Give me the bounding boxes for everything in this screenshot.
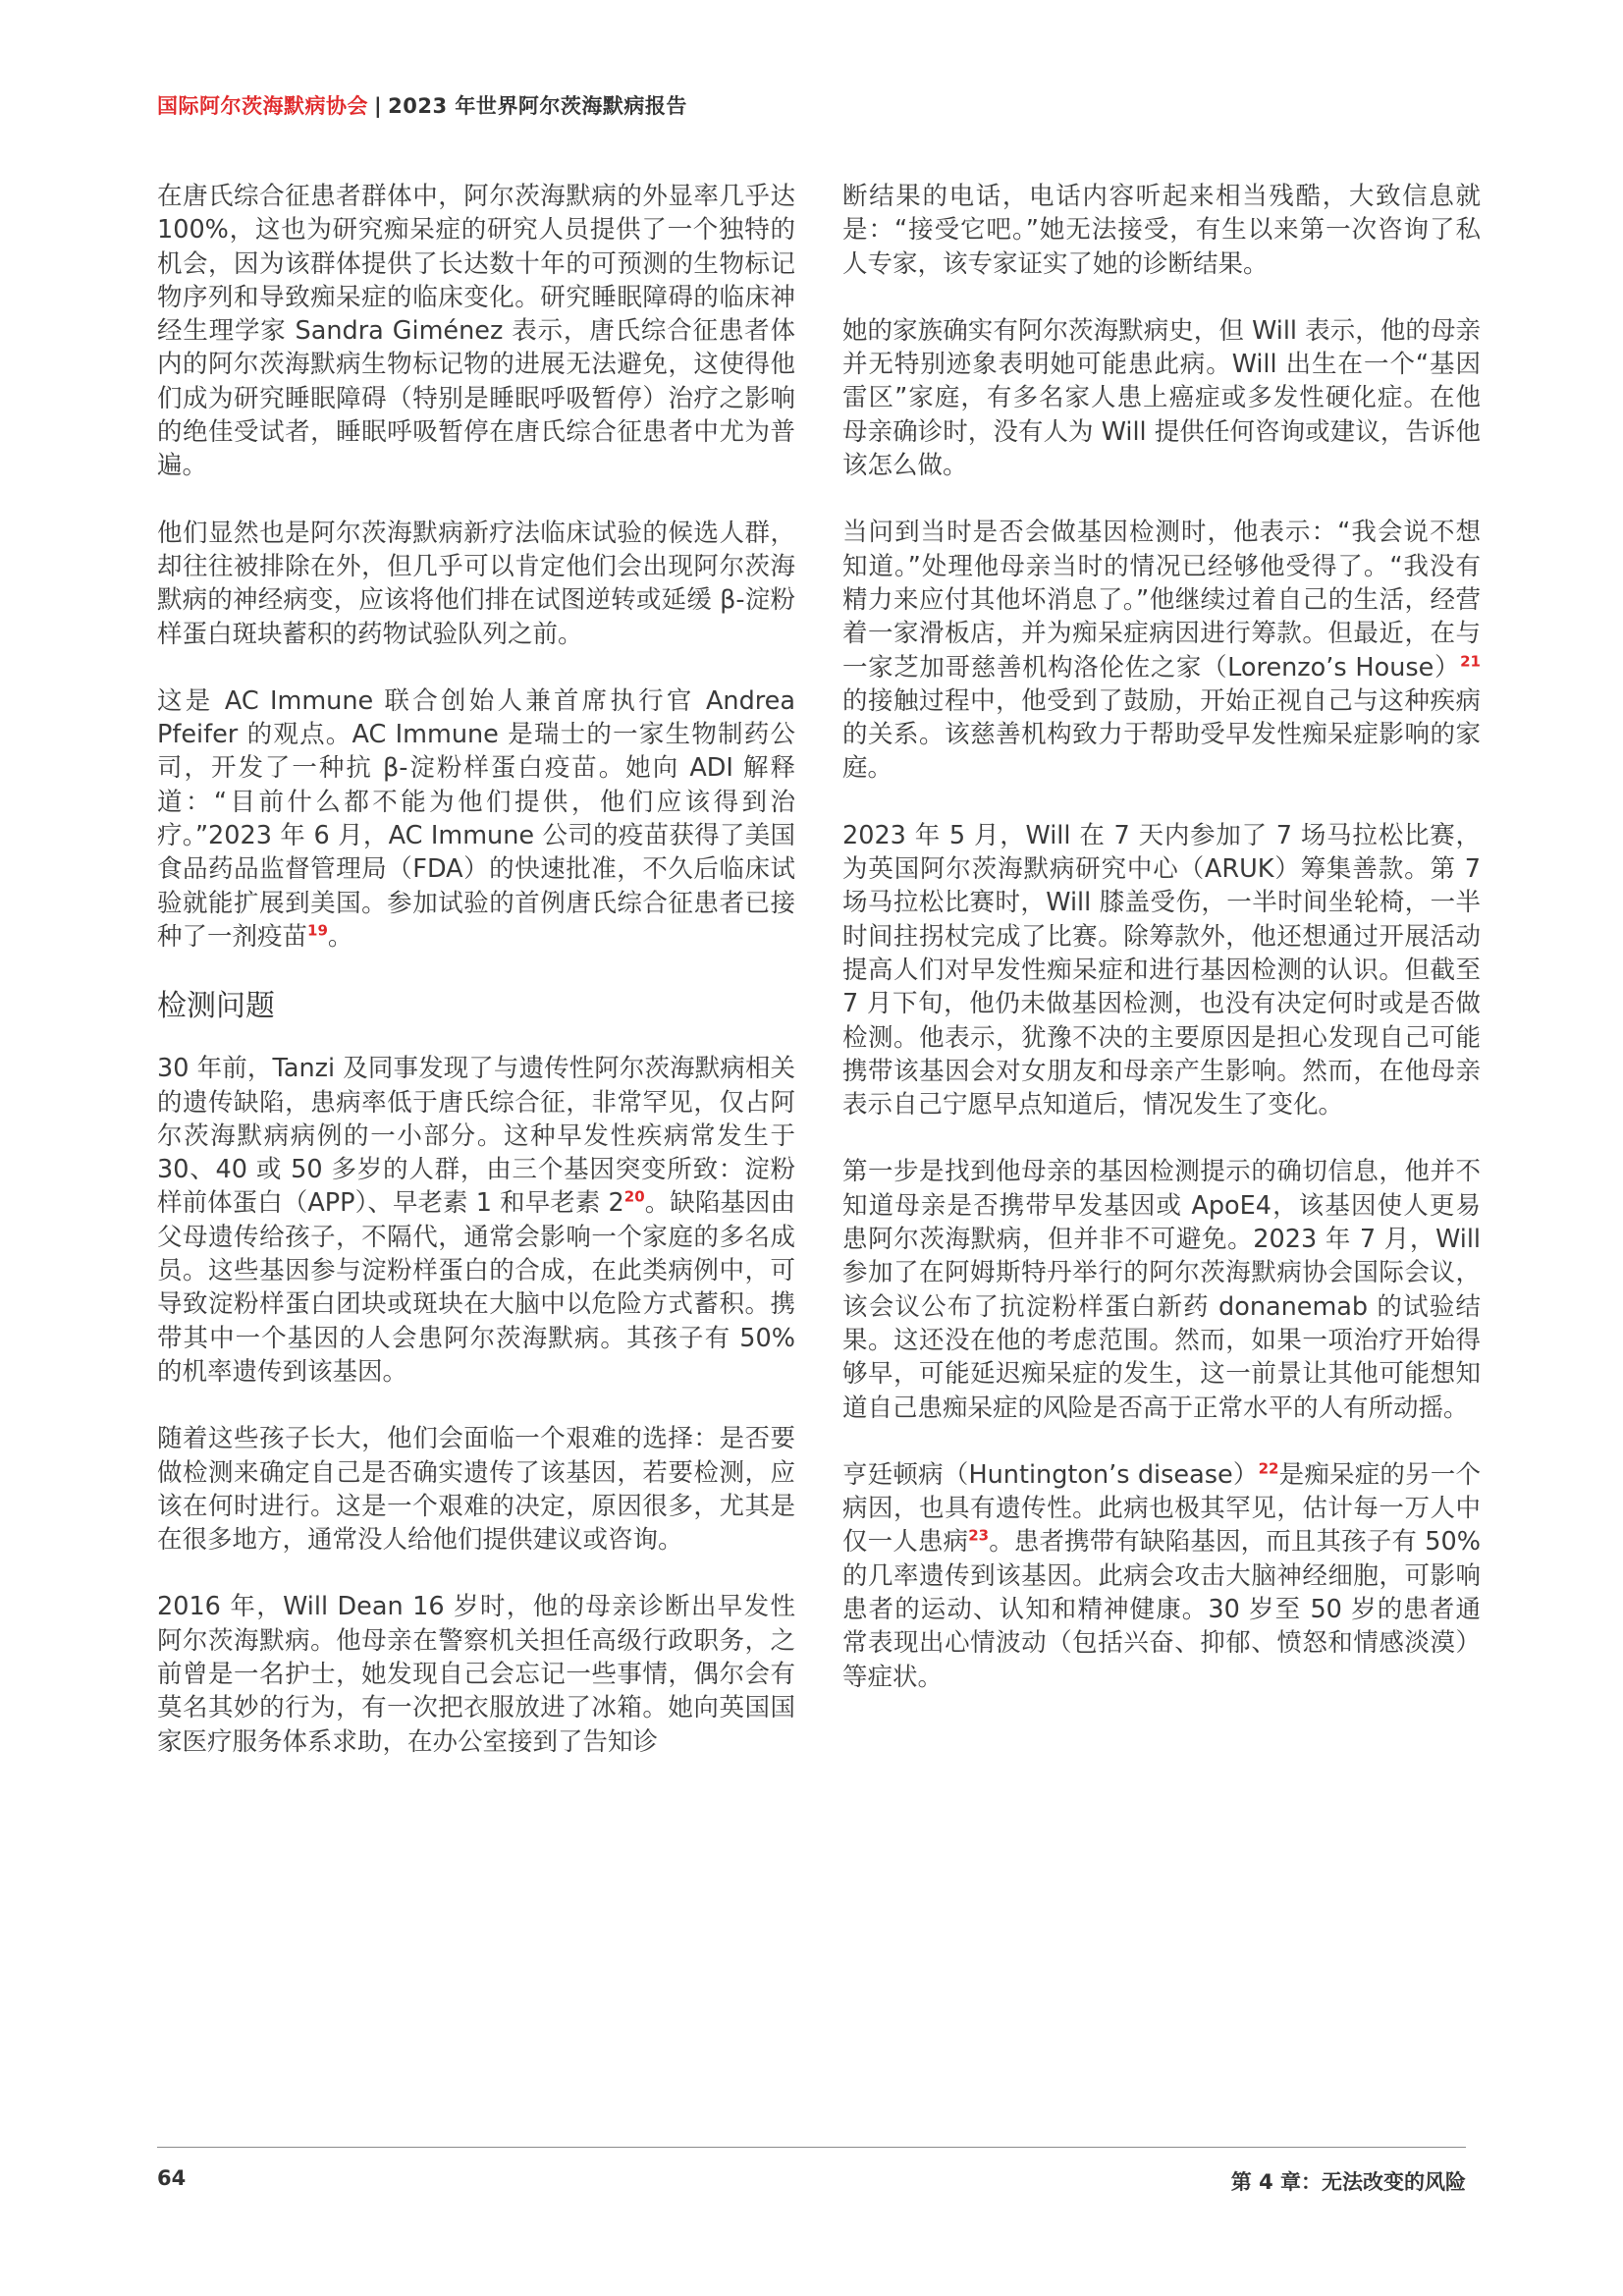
section-heading: 检测问题: [157, 989, 275, 1024]
paragraph: 在唐氏综合征患者群体中，阿尔茨海默病的外显率几乎达 100%，这也为研究痴呆症的研究人员提供了一个独特的机会，因为该群体提供了长达数十年的可预测的生物标记物序列和导致痴呆症的临床变化。研究睡眠障碍的临床神经生理学家 Sandra Giménez 表示，唐氏综合征患者体内的阿尔茨海默病生物标记物的进展无法避免，这使得他们成为研究睡眠障碍（特别是睡眠呼吸暂停）治疗之影响的绝佳受试者，睡眠呼吸暂停在唐氏综合征患者中尤为普遍。: [157, 182, 795, 481]
paragraph-text: 。患者携带有缺陷基因，而且其孩子有 50% 的几率遗传到该基因。此病会攻击大脑神经细胞，可影响患者的运动、认知和精神健康。30 岁至 50 岁的患者通常表现出心情波动（包括兴奋、抑郁、愤怒和情感淡漠）等症状。: [842, 1527, 1481, 1692]
paragraph: [157, 684, 795, 954]
paragraph-text: 当问到当时是否会做基因检测时，他表示：“我会说不想知道。”处理他母亲当时的情况已经够他受得了。“我没有精力来应付其他坏消息了。”他继续过着自己的生活，经营着一家滑板店，并为痴呆症病因进行筹款。但最近，在与一家芝加哥慈善机构洛伦佐之家（Lorenzo’s House）: [842, 518, 1481, 683]
paragraph: [842, 516, 1481, 785]
paragraph: 随着这些孩子长大，他们会面临一个艰难的选择：是否要做检测来确定自己是否确实遗传了该基因，若要检测，应该在何时进行。这是一个艰难的决定，原因很多，尤其是在很多地方，通常没人给他们提供建议或咨询。: [157, 1424, 795, 1556]
paragraph-text: 亨廷顿病（Huntington’s disease）: [842, 1459, 1259, 1490]
footnote-ref[interactable]: 20: [623, 1187, 645, 1206]
paragraph: 她的家族确实有阿尔茨海默病史，但 Will 表示，他的母亲并无特别迹象表明她可能患此病。Will 出生在一个“基因雷区”家庭，有多名家人患上癌症或多发性硬化症。在他母亲确诊时，没有人为 Will 提供任何咨询或建议，告诉他该怎么做。: [842, 315, 1481, 481]
paragraph: 断结果的电话，电话内容听起来相当残酷，大致信息就是：“接受它吧。”她无法接受，有生以来第一次咨询了私人专家，该专家证实了她的诊断结果。: [842, 182, 1481, 279]
paragraph-text: 这是 AC Immune 联合创始人兼首席执行官 Andrea Pfeifer 的观点。AC Immune 是瑞士的一家生物制药公司，开发了一种抗 β-淀粉样蛋白疫苗。她向 ADI 解释道：“目前什么都不能为他们提供，他们应该得到治疗。”2023 年 6 月，AC Immune 公司的疫苗获得了美国食品药品监督管理局（FDA）的快速批准，不久后临床试验就能扩展到美国。参加试验的首例唐氏综合征患者已接种了一剂疫苗: [157, 685, 795, 952]
paragraph: 他们显然也是阿尔茨海默病新疗法临床试验的候选人群，却往往被排除在外，但几乎可以肯定他们会出现阿尔茨海默病的神经病变，应该将他们排在试图逆转或延缓 β-淀粉样蛋白斑块蓄积的药物试验队列之前。: [157, 518, 795, 649]
paragraph: 2016 年，Will Dean 16 岁时，他的母亲诊断出早发性阿尔茨海默病。他母亲在警察机关担任高级行政职务，之前曾是一名护士，她发现自己会忘记一些事情，偶尔会有莫名其妙的行为，有一次把衣服放进了冰箱。她向英国国家医疗服务体系求助，在办公室接到了告知诊: [157, 1592, 795, 1757]
paragraph: [157, 1052, 795, 1389]
paragraph-text: 。: [327, 921, 353, 952]
footnote-ref[interactable]: 22: [1258, 1459, 1279, 1478]
right-column: [842, 180, 1481, 1727]
paragraph: 2023 年 5 月，Will 在 7 天内参加了 7 场马拉松比赛，为英国阿尔茨海默病研究中心（ARUK）筹集善款。第 7 场马拉松比赛时，Will 膝盖受伤，一半时间坐轮椅，一半时间拄拐杖完成了比赛。除筹款外，他还想通过开展活动提高人们对早发性痴呆症和进行基因检测的认识。但截至 7 月下旬，他仍未做基因检测，也没有决定何时或是否做检测。他表示，犹豫不决的主要原因是担心发现自己可能携带该基因会对女朋友和母亲产生影响。然而，在他母亲表示自己宁愿早点知道后，情况发生了变化。: [842, 820, 1481, 1121]
left-column: [157, 180, 795, 1792]
header-separator: |: [374, 94, 383, 118]
chapter-title: 第 4 章：无法改变的风险: [1230, 2170, 1466, 2194]
paragraph: 第一步是找到他母亲的基因检测提示的确切信息，他并不知道母亲是否携带早发基因或 ApoE4，该基因使人更易患阿尔茨海默病，但并非不可避免。2023 年 7 月，Will 参加了在阿姆斯特丹举行的阿尔茨海默病协会国际会议，该会议公布了抗淀粉样蛋白新药 donanemab 的试验结果。这还没在他的考虑范围。然而，如果一项治疗开始得够早，可能延迟痴呆症的发生，这一前景让其他可能想知道自己患痴呆症的风险是否高于正常水平的人有所动摇。: [842, 1157, 1481, 1423]
page-number: 64: [157, 2166, 187, 2190]
running-header: [157, 90, 687, 120]
paragraph-text: 是痴呆症的另一个病因，也具有遗传性。此病也极其罕见，估计每一万人中仅一人患病: [842, 1459, 1481, 1558]
paragraph: [842, 1458, 1481, 1694]
paragraph-text: 的接触过程中，他受到了鼓励，开始正视自己与这种疾病的关系。该慈善机构致力于帮助受早发性痴呆症影响的家庭。: [842, 685, 1481, 784]
paragraph-text: 。缺陷基因由父母遗传给孩子，不隔代，通常会影响一个家庭的多名成员。这些基因参与淀粉样蛋白的合成，在此类病例中，可导致淀粉样蛋白团块或斑块在大脑中以危险方式蓄积。携带其中一个基因的人会患阿尔茨海默病。其孩子有 50% 的机率遗传到该基因。: [157, 1188, 795, 1387]
footnote-ref[interactable]: 21: [1460, 652, 1481, 671]
footer-divider: [157, 2147, 1466, 2148]
header-org: 国际阿尔茨海默病协会: [157, 94, 368, 118]
footnote-ref[interactable]: 23: [968, 1526, 990, 1545]
header-report-title: 2023 年世界阿尔茨海默病报告: [388, 94, 687, 118]
paragraph-text: 30 年前，Tanzi 及同事发现了与遗传性阿尔茨海默病相关的遗传缺陷，患病率低于唐氏综合征，非常罕见，仅占阿尔茨海默病病例的一小部分。这种早发性疾病常发生于 30、40 或 50 多岁的人群，由三个基因突变所致：淀粉样前体蛋白（APP）、早老素 1 和早老素 2: [157, 1054, 795, 1219]
footnote-ref[interactable]: 19: [307, 921, 328, 940]
